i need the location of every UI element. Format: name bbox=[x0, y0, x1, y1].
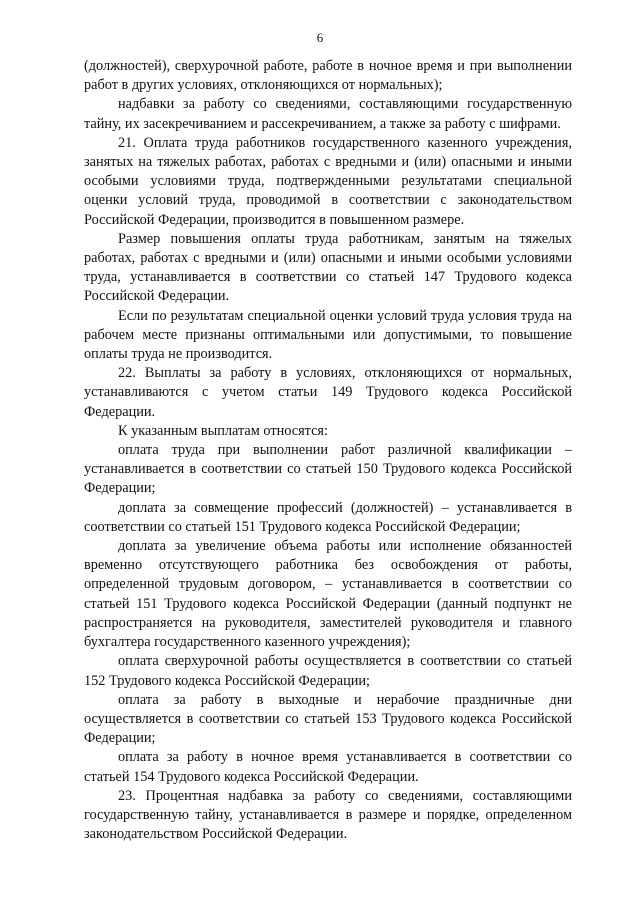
paragraph: надбавки за работу со сведениями, составляющими государственную тайну, их засекречиванием и рассекречиванием, а также за работу с шифрами. bbox=[84, 96, 572, 132]
paragraph: К указанным выплатам относятся: bbox=[118, 422, 328, 439]
paragraph: оплата за работу в ночное время устанавливается в соответствии со статьей 154 Трудового кодекса Российской Федерации. bbox=[84, 749, 572, 785]
paragraph: доплата за увеличение объема работы или исполнение обязанностей временно отсутствующего работника без освобождения от работы, определенной трудовым договором, – устанавливается в соответствии со статьей 151 Трудового кодекса Российской Федерации (данный подпункт не распространяется на руководителя, заместителей руководителя и главного бухгалтера государственного казенного учреждения); bbox=[84, 538, 572, 651]
paragraph: 23. Процентная надбавка за работу со сведениями, составляющими государственную тайну, устанавливается в размере и порядке, определенном законодательством Российской Федерации. bbox=[84, 787, 572, 843]
paragraph: оплата за работу в выходные и нерабочие праздничные дни осуществляется в соответствии со статьей 153 Трудового кодекса Российской Федерации; bbox=[84, 691, 572, 747]
paragraph: (должностей), сверхурочной работе, работе в ночное время и при выполнении работ в других условиях, отклоняющихся от нормальных); bbox=[84, 58, 572, 94]
paragraph: Если по результатам специальной оценки условий труда условия труда на рабочем месте признаны оптимальными или допустимыми, то повышение оплаты труда не производится. bbox=[84, 307, 572, 363]
paragraph: оплата сверхурочной работы осуществляется в соответствии со статьей 152 Трудового кодекса Российской Федерации; bbox=[84, 653, 572, 689]
document-body bbox=[84, 57, 572, 844]
paragraph: Размер повышения оплаты труда работникам, занятым на тяжелых работах, работах с вредными и (или) опасными и иными особыми условиями труда, устанавливается в соответствии со статьей 147 Трудового кодекса Российской Федерации. bbox=[84, 230, 572, 305]
paragraph: 22. Выплаты за работу в условиях, отклоняющихся от нормальных, устанавливаются с учетом статьи 149 Трудового кодекса Российской Федерации. bbox=[84, 365, 572, 420]
page-number: 6 bbox=[316, 30, 324, 45]
paragraph: оплата труда при выполнении работ различной квалификации – устанавливается в соответствии со статьей 150 Трудового кодекса Российской Федерации; bbox=[84, 442, 572, 497]
paragraph: доплата за совмещение профессий (должностей) – устанавливается в соответствии со статьей 151 Трудового кодекса Российской Федерации; bbox=[84, 499, 572, 535]
paragraph: 21. Оплата труда работников государственного казенного учреждения, занятых на тяжелых работах, работах с вредными и (или) опасными и иными особыми условиями труда, подтвержденными результатами специальной оценки условий труда, проводимой в соответствии с законодательством Российской Федерации, производится в повышенном размере. bbox=[84, 134, 572, 228]
